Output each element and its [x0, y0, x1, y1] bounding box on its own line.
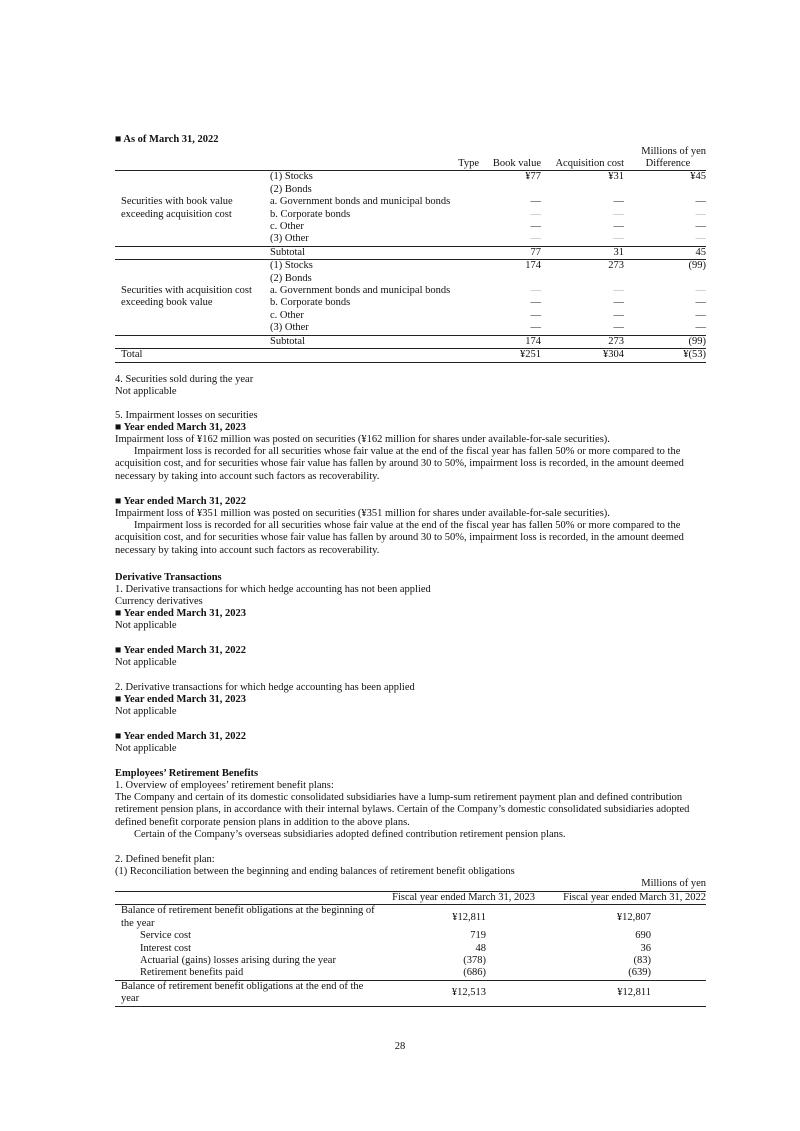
securities-sold-title: 4. Securities sold during the year — [115, 374, 254, 385]
derivatives-na-2: Not applicable — [115, 657, 177, 668]
row-value-2022: ¥12,807 — [616, 911, 651, 923]
row-diff: — — [695, 233, 706, 245]
derivatives-2023-heading-a: ■ Year ended March 31, 2023 — [115, 608, 246, 619]
row-type: (3) Other — [270, 322, 309, 334]
derivatives-2022-heading-a: ■ Year ended March 31, 2022 — [115, 645, 246, 656]
row-book — [483, 184, 541, 196]
row-diff: — — [695, 208, 706, 220]
row-label: Actuarial (gains) losses arising during the year — [140, 955, 336, 967]
row-type: (2) Bonds — [270, 183, 312, 195]
row-acq — [541, 184, 624, 196]
subtotal-book: 174 — [525, 335, 541, 347]
retirement-item2: 2. Defined benefit plan: — [115, 854, 215, 865]
row-type: c. Other — [270, 309, 304, 321]
subtotal-diff: 45 — [695, 246, 706, 258]
row-acq: — — [613, 322, 624, 334]
row-diff: — — [695, 297, 706, 309]
section-heading-2022: ■ As of March 31, 2022 — [115, 134, 219, 145]
row-diff: ¥45 — [690, 171, 706, 183]
total-row — [115, 980, 706, 1006]
row-value-2023: 719 — [470, 930, 486, 942]
table-row — [115, 905, 706, 930]
row-value-2023: ¥12,811 — [452, 911, 486, 923]
row-type: b. Corporate bonds — [270, 208, 351, 220]
row-diff: — — [695, 309, 706, 321]
row-book: — — [530, 309, 541, 321]
retirement-paragraph-2: Certain of the Company’s overseas subsidiaries adopted defined contribution retirement pension plans. — [134, 829, 566, 840]
total-diff: ¥(53) — [683, 349, 706, 361]
row-book: — — [530, 208, 541, 220]
row-acq: 273 — [608, 260, 624, 272]
retirement-title: Employees’ Retirement Benefits — [115, 768, 259, 779]
subtotal-label: Subtotal — [270, 335, 306, 347]
row-acq — [541, 273, 624, 285]
row-value-2023: (686) — [463, 967, 486, 979]
subtotal-acq: 31 — [613, 246, 624, 258]
row-book — [483, 273, 541, 285]
impairment-2023-line: Impairment loss of ¥162 million was posted on securities (¥162 million for shares under available-for-sale securities). — [115, 434, 610, 445]
securities-sold-text: Not applicable — [115, 386, 177, 397]
securities-table — [115, 158, 706, 363]
impairment-2022-heading: ■ Year ended March 31, 2022 — [115, 496, 246, 507]
row-acq: — — [613, 221, 624, 233]
header-fy2022: Fiscal year ended March 31, 2022 — [563, 892, 706, 903]
row-type: (1) Stocks — [270, 171, 313, 183]
row-value-2022: (639) — [628, 967, 651, 979]
row-diff: — — [695, 196, 706, 208]
group2-label: Securities with acquisition cost exceeding book value — [121, 285, 252, 309]
derivatives-item1-sub: Currency derivatives — [115, 596, 203, 607]
group1-label: Securities with book value exceeding acquisition cost — [121, 196, 233, 220]
header-type: Type — [458, 158, 479, 169]
total-acq: ¥304 — [603, 349, 624, 361]
derivatives-na-4: Not applicable — [115, 743, 177, 754]
total-book: ¥251 — [520, 349, 541, 361]
table-row — [115, 943, 706, 955]
row-book: — — [530, 297, 541, 309]
row-acq: — — [613, 208, 624, 220]
row-value-2023: ¥12,513 — [451, 987, 486, 999]
row-value-2023: 48 — [475, 942, 486, 954]
page-number: 28 — [394, 1041, 406, 1052]
row-book: — — [530, 233, 541, 245]
header-acquisition-cost: Acquisition cost — [555, 158, 624, 169]
subtotal-acq: 273 — [608, 335, 624, 347]
retirement-table — [115, 891, 706, 1007]
row-book: — — [530, 322, 541, 334]
row-acq: — — [613, 297, 624, 309]
derivatives-item1: 1. Derivative transactions for which hedge accounting has not been applied — [115, 584, 431, 595]
derivatives-2023-heading-b: ■ Year ended March 31, 2023 — [115, 694, 246, 705]
row-type: (2) Bonds — [270, 272, 312, 284]
header-fy2023: Fiscal year ended March 31, 2023 — [392, 892, 535, 903]
row-type: b. Corporate bonds — [270, 297, 351, 309]
table-header-row — [115, 892, 706, 905]
derivatives-na-1: Not applicable — [115, 620, 177, 631]
row-acq: ¥31 — [608, 171, 624, 183]
impairment-2022-paragraph: Impairment loss is recorded for all securities whose fair value at the end of the fiscal year has fallen 50% or more compared to the acquisition cost, and for securities whose fair value has fallen by around 30 to 50%, impairment loss is recorded, in the amount deemed necessary by taking into account such factors as recoverability. — [115, 520, 684, 556]
row-diff: — — [695, 221, 706, 233]
row-acq: — — [613, 196, 624, 208]
impairment-2023-heading: ■ Year ended March 31, 2023 — [115, 422, 246, 433]
header-book-value: Book value — [492, 158, 541, 169]
row-book: — — [530, 285, 541, 297]
impairment-2022-line: Impairment loss of ¥351 million was posted on securities (¥351 million for shares under available-for-sale securities). — [115, 508, 610, 519]
row-label: Retirement benefits paid — [140, 967, 244, 979]
row-label: Interest cost — [140, 942, 192, 954]
row-label: Balance of retirement benefit obligations at the beginning of the year — [121, 905, 375, 929]
total-row — [115, 349, 706, 362]
derivatives-2022-heading-b: ■ Year ended March 31, 2022 — [115, 731, 246, 742]
row-acq: — — [613, 285, 624, 297]
row-book: — — [530, 221, 541, 233]
table-row — [115, 260, 706, 273]
unit-label: Millions of yen — [641, 146, 706, 157]
row-diff — [624, 273, 706, 285]
row-type: c. Other — [270, 221, 304, 233]
retirement-unit-label: Millions of yen — [641, 878, 706, 889]
row-label: Service cost — [140, 930, 192, 942]
table-row — [115, 955, 706, 967]
total-label: Total — [121, 349, 143, 361]
row-type: (3) Other — [270, 233, 309, 245]
row-value-2022: (83) — [633, 955, 651, 967]
row-type: a. Government bonds and municipal bonds — [270, 196, 451, 208]
impairment-title: 5. Impairment losses on securities — [115, 410, 258, 421]
subtotal-row — [115, 335, 706, 348]
row-diff: (99) — [688, 260, 706, 272]
retirement-item2-sub: (1) Reconciliation between the beginning and ending balances of retirement benefit obligations — [115, 866, 515, 877]
subtotal-label: Subtotal — [270, 246, 306, 258]
row-book: 174 — [525, 260, 541, 272]
derivatives-na-3: Not applicable — [115, 706, 177, 717]
header-difference: Difference — [645, 158, 691, 169]
table-row — [115, 171, 706, 184]
retirement-paragraph-1: The Company and certain of its domestic consolidated subsidiaries have a lump-sum retirement payment plan and defined contribution retirement pension plans, in accordance with their internal bylaws. Certain of the Company’s domestic consolidated subsidiaries adopted defined benefit corporate pension plans in addition to the above plans. — [115, 792, 690, 828]
row-value-2023: (378) — [463, 955, 486, 967]
row-acq: — — [613, 233, 624, 245]
row-diff — [624, 184, 706, 196]
row-value-2022: 690 — [635, 930, 651, 942]
table-row — [115, 967, 706, 980]
row-diff: — — [695, 322, 706, 334]
table-row — [115, 930, 706, 942]
derivatives-title: Derivative Transactions — [115, 572, 222, 583]
row-type: (1) Stocks — [270, 260, 313, 272]
row-acq: — — [613, 309, 624, 321]
subtotal-book: 77 — [530, 246, 541, 258]
table-header-row — [115, 158, 706, 171]
subtotal-diff: (99) — [688, 335, 706, 347]
row-value-2022: 36 — [640, 942, 651, 954]
row-diff: — — [695, 285, 706, 297]
retirement-item1: 1. Overview of employees’ retirement benefit plans: — [115, 780, 334, 791]
impairment-2023-paragraph: Impairment loss is recorded for all securities whose fair value at the end of the fiscal year has fallen 50% or more compared to the acquisition cost, and for securities whose fair value has fallen by around 30 to 50%, impairment loss is recorded, in the amount deemed necessary by taking into account such factors as recoverability. — [115, 446, 684, 482]
subtotal-row — [115, 246, 706, 259]
row-label: Balance of retirement benefit obligations at the end of the year — [121, 980, 364, 1005]
row-value-2022: ¥12,811 — [617, 987, 651, 999]
row-book: — — [530, 196, 541, 208]
row-book: ¥77 — [525, 171, 541, 183]
row-type: a. Government bonds and municipal bonds — [270, 285, 451, 297]
derivatives-item2: 2. Derivative transactions for which hedge accounting has been applied — [115, 682, 415, 693]
